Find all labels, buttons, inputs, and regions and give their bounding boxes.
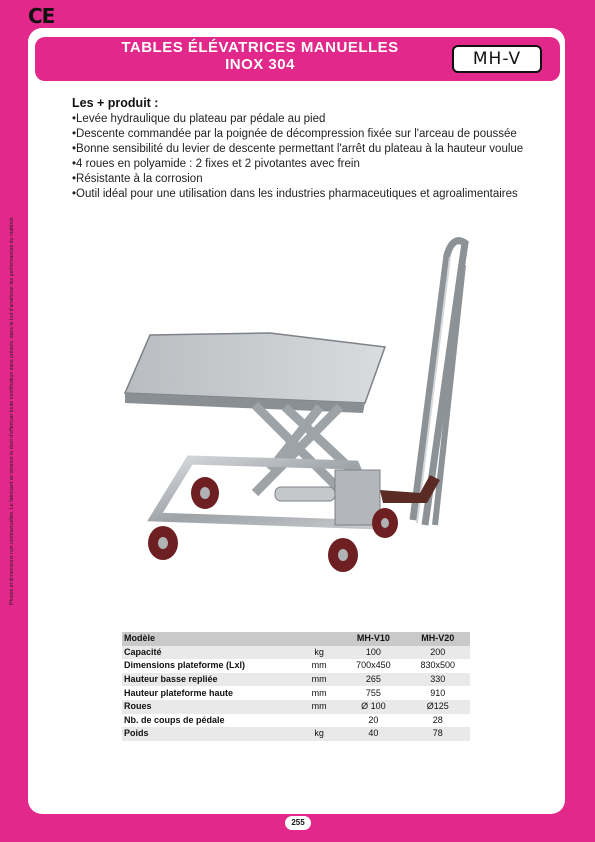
spec-value: Ø 100 <box>361 701 386 712</box>
feature-item: • Descente commandée par la poignée de décompression fixée sur l'arceau de poussée <box>72 127 552 142</box>
spec-value: 200 <box>430 646 446 657</box>
model-tag: MH-V <box>452 45 542 73</box>
spec-value: 28 <box>432 714 443 725</box>
spec-unit: mm <box>311 701 327 712</box>
spec-value: 265 <box>365 674 381 685</box>
spec-unit: mm <box>311 687 327 698</box>
specs-header-cell <box>297 632 341 646</box>
spec-label: Hauteur plateforme haute <box>124 687 234 698</box>
spec-unit: kg <box>314 728 324 739</box>
spec-value: 910 <box>430 687 446 698</box>
spec-value: 20 <box>368 714 379 725</box>
spec-value: 755 <box>365 687 381 698</box>
table-row <box>122 659 470 673</box>
feature-item: • Résistante à la corrosion <box>72 172 552 187</box>
table-row <box>122 686 470 700</box>
table-row <box>122 700 470 714</box>
specs-table <box>122 632 470 741</box>
table-row <box>122 673 470 687</box>
features-heading: Les + produit : <box>72 96 159 110</box>
feature-item: • Outil idéal pour une utilisation dans les industries pharmaceutiques et agroalimentaires <box>72 187 552 202</box>
specs-header-cell: MH-V10 <box>356 633 390 644</box>
spec-label: Nb. de coups de pédale <box>124 714 225 725</box>
page-title <box>100 39 420 73</box>
push-handle <box>413 241 465 525</box>
spec-label: Capacité <box>124 646 162 657</box>
spec-value: Ø125 <box>426 701 449 712</box>
feature-item: • Bonne sensibilité du levier de descente permettant l'arrêt du plateau à la hauteur voulue <box>72 142 552 157</box>
title-line-2: INOX 304 <box>225 56 295 73</box>
spec-value: 330 <box>430 674 446 685</box>
spec-label: Roues <box>124 701 152 712</box>
specs-header-row <box>122 632 470 646</box>
spec-value: 700x450 <box>356 660 391 671</box>
specs-header-cell: MH-V20 <box>421 633 455 644</box>
spec-value: 78 <box>432 728 443 739</box>
platform <box>125 333 385 413</box>
spec-label: Hauteur basse repliée <box>124 674 218 685</box>
ce-mark: CE <box>28 4 55 28</box>
specs-header-cell: Modèle <box>124 633 156 644</box>
features-list <box>72 112 552 202</box>
spec-value: 100 <box>365 646 381 657</box>
spec-unit: mm <box>311 674 327 685</box>
table-row <box>122 727 470 741</box>
spec-value: 40 <box>368 728 379 739</box>
feature-item: • Levée hydraulique du plateau par pédale au pied <box>72 112 552 127</box>
spec-label: Poids <box>124 728 149 739</box>
lift-table-photo <box>95 225 515 585</box>
spec-unit: kg <box>314 646 324 657</box>
table-row <box>122 714 470 728</box>
features-block <box>72 96 552 202</box>
title-line-1: TABLES ÉLÉVATRICES MANUELLES <box>121 39 399 56</box>
feature-item: • 4 roues en polyamide : 2 fixes et 2 pivotantes avec frein <box>72 157 552 172</box>
spec-unit: mm <box>311 660 327 671</box>
disclaimer-note: Photos et dimensions non contractuelles. Le fabricant se réserve le droit d'effectuer toute modification sans préavis, dans le but d'améliorer les performances du matériel. <box>9 216 15 605</box>
spec-value: 830x500 <box>420 660 456 671</box>
table-row <box>122 646 470 660</box>
page-number: 255 <box>285 816 311 830</box>
spec-unit <box>297 714 341 728</box>
spec-label: Dimensions plateforme (Lxl) <box>124 660 246 671</box>
